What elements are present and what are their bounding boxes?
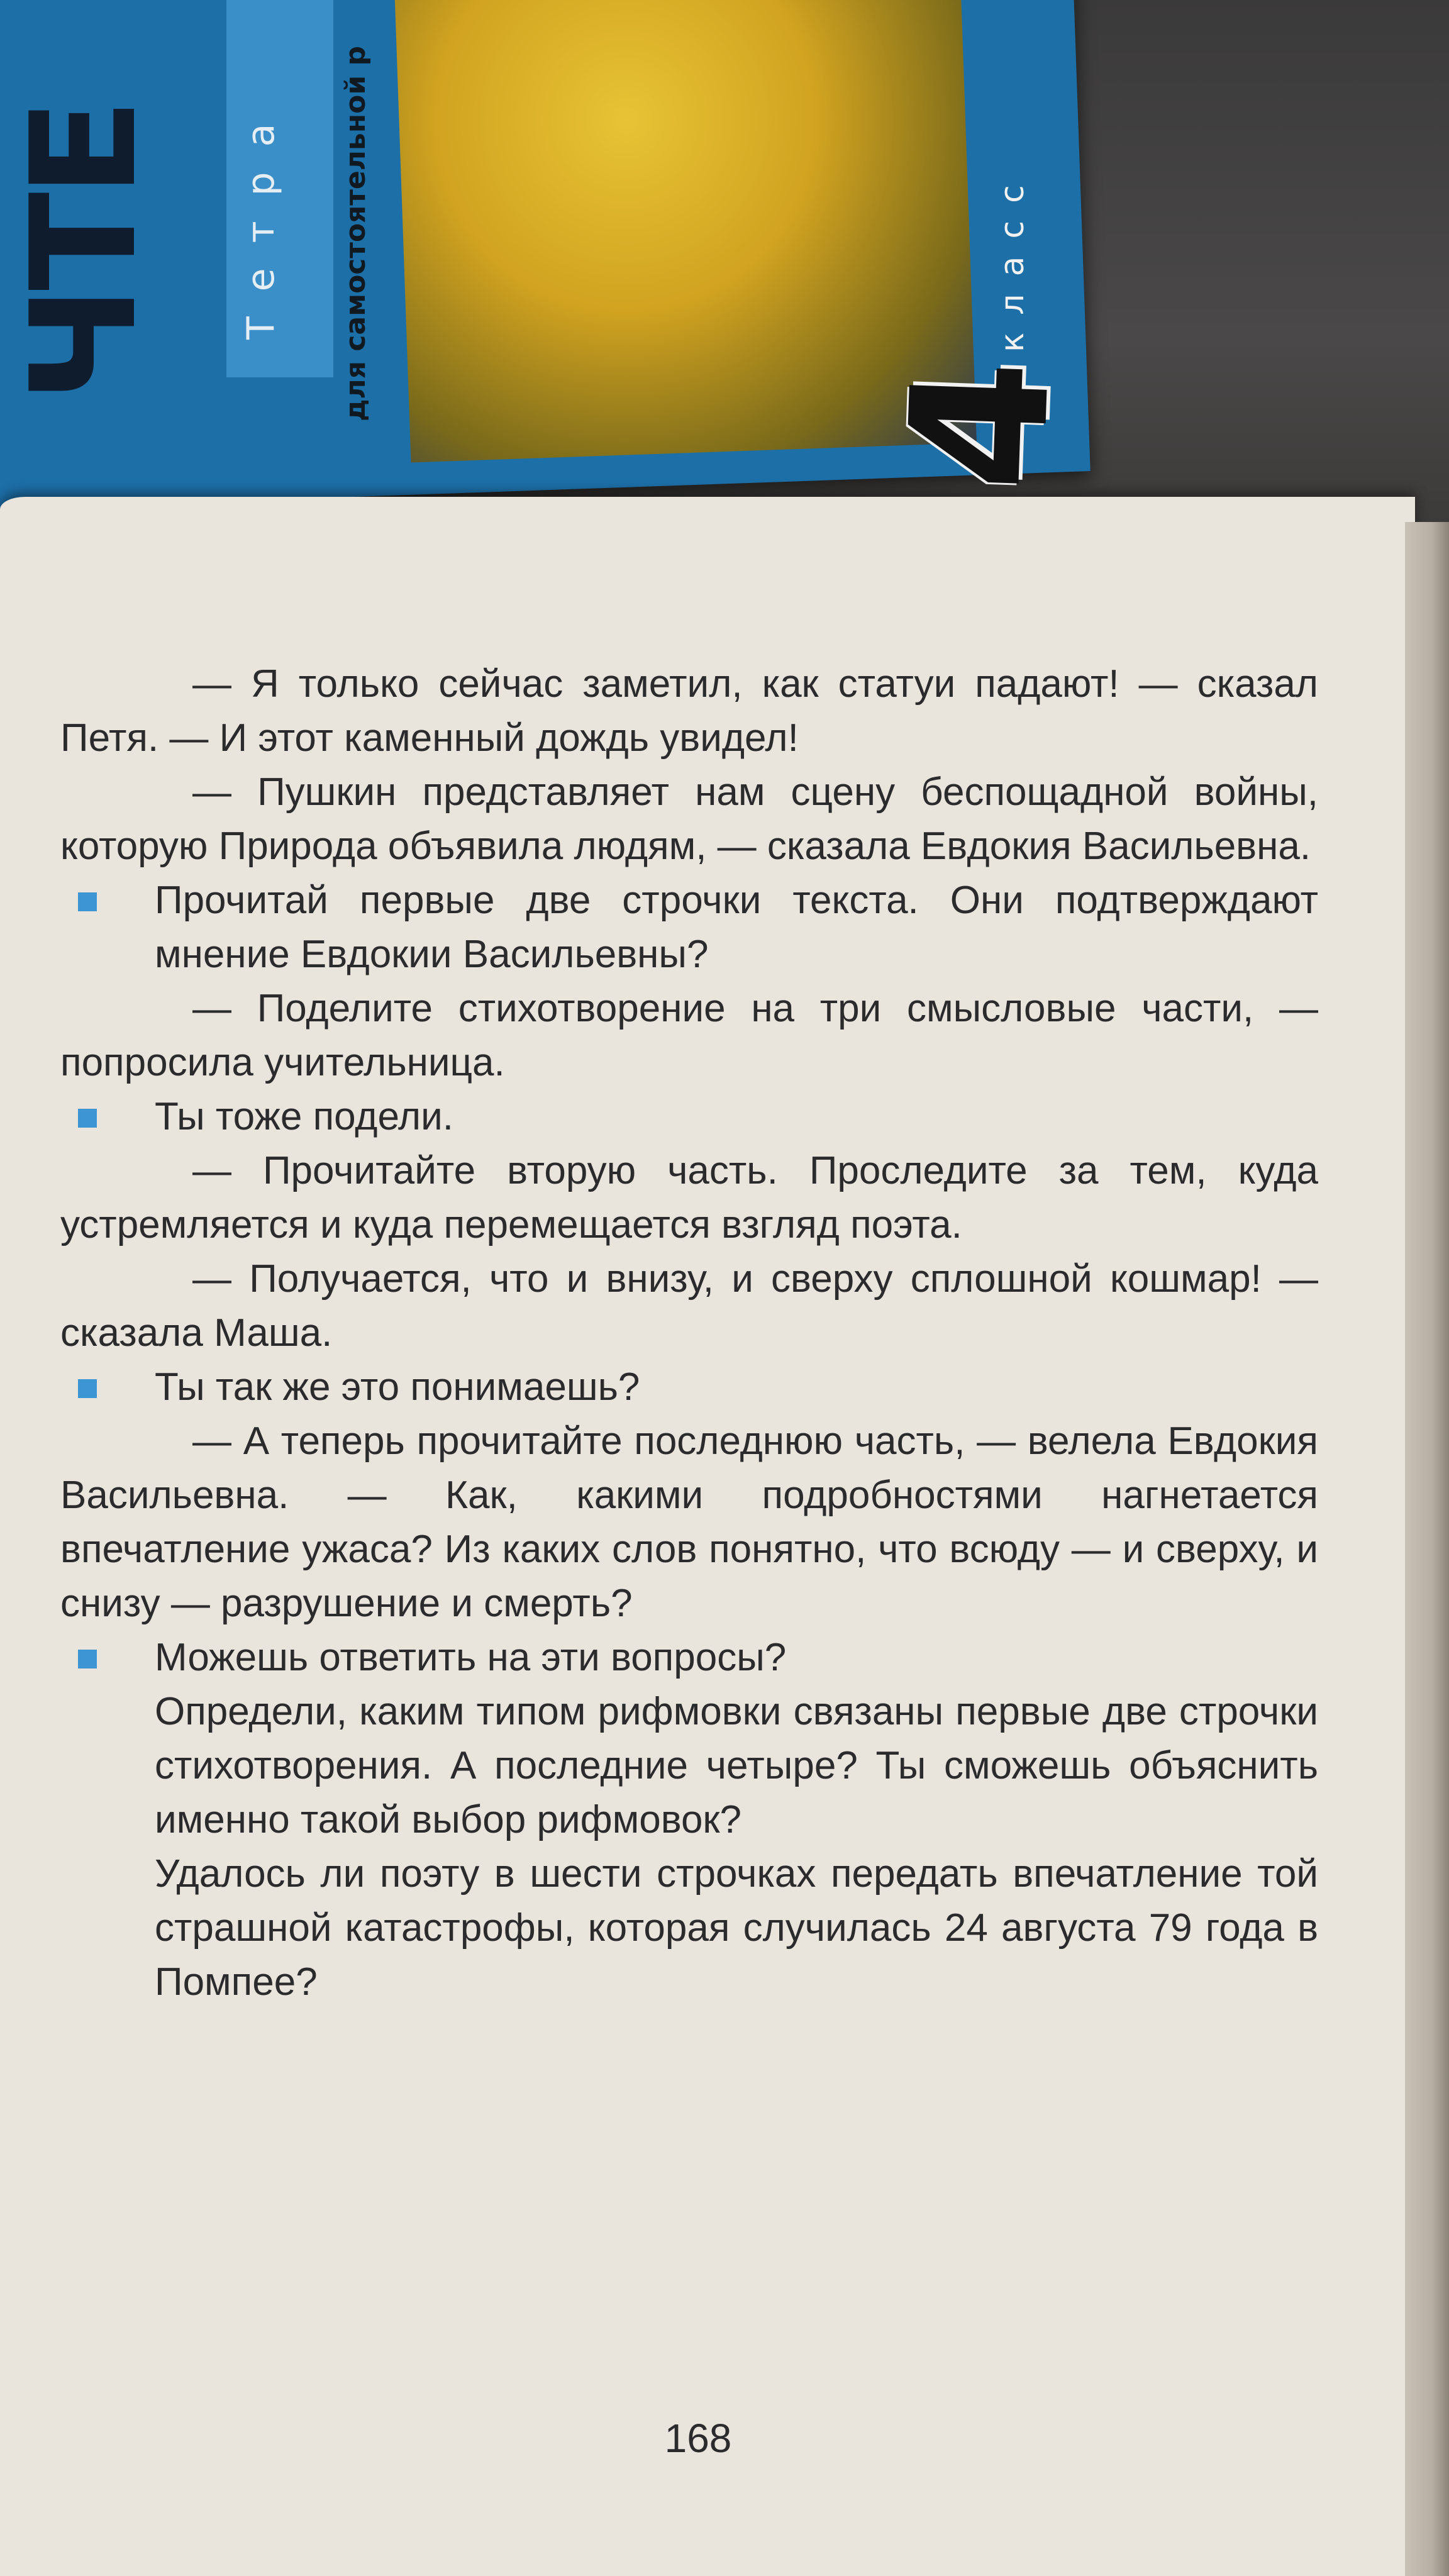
cover-subtitle: для самостоятельной р xyxy=(340,45,372,421)
page-edge xyxy=(1405,522,1449,2576)
task-item xyxy=(60,1631,1318,1685)
cover-big-title: ЧТЕ xyxy=(1,103,169,402)
task-text: Ты так же это понимаешь? xyxy=(155,1365,640,1409)
task-item xyxy=(60,1360,1318,1414)
task-marker-icon xyxy=(78,892,97,911)
task-text: Прочитай первые две строчки текста. Они подтверждают мнение Евдокии Васильевны? xyxy=(155,879,1318,976)
cover-grade-number: 4 xyxy=(868,355,1092,494)
page-body xyxy=(60,657,1318,2009)
cover-series: Тетра xyxy=(239,98,283,340)
paragraph-dialog: — Поделите стихотворение на три смысловые части, — попросила учительница. xyxy=(60,987,1318,1084)
task-question: Удалось ли поэту в шести строчках передать впечатление той страшной катастрофы, которая случилась 24 августа 79 года в Помпее? xyxy=(155,1852,1318,2004)
task-item xyxy=(60,874,1318,982)
paragraph-dialog: — Я только сейчас заметил, как статуи падают! — сказал Петя. — И этот каменный дождь увидел! xyxy=(60,662,1318,760)
page-number: 168 xyxy=(664,2416,732,2461)
paragraph-dialog: — А теперь прочитайте последнюю часть, — велела Евдокия Васильевна. — Как, какими подробностями нагнетается впечатление ужаса? Из каких слов понятно, что всюду — и сверху, и снизу — разрушение и смерть? xyxy=(60,1419,1318,1625)
paragraph-dialog: — Получается, что и внизу, и сверху сплошной кошмар! — сказала Маша. xyxy=(60,1257,1318,1355)
task-marker-icon xyxy=(78,1109,97,1128)
paragraph-dialog: — Прочитайте вторую часть. Проследите за тем, куда устремляется и куда перемещается взгляд поэта. xyxy=(60,1149,1318,1246)
task-text: Можешь ответить на эти вопросы? xyxy=(155,1636,787,1679)
task-item xyxy=(60,1090,1318,1144)
task-marker-icon xyxy=(78,1379,97,1398)
workbook-cover xyxy=(0,0,1449,566)
task-text: Ты тоже подели. xyxy=(155,1095,453,1138)
paragraph-dialog: — Пушкин представляет нам сцену беспощадной войны, которую Природа объявила людям, — сказала Евдокия Васильевна. xyxy=(60,770,1318,868)
task-question: Определи, каким типом рифмовки связаны первые две строчки стихотворения. А последние четыре? Ты сможешь объяснить именно такой выбор рифмовок? xyxy=(155,1690,1318,1841)
task-marker-icon xyxy=(78,1650,97,1668)
cover-class-label: класс xyxy=(994,167,1031,352)
